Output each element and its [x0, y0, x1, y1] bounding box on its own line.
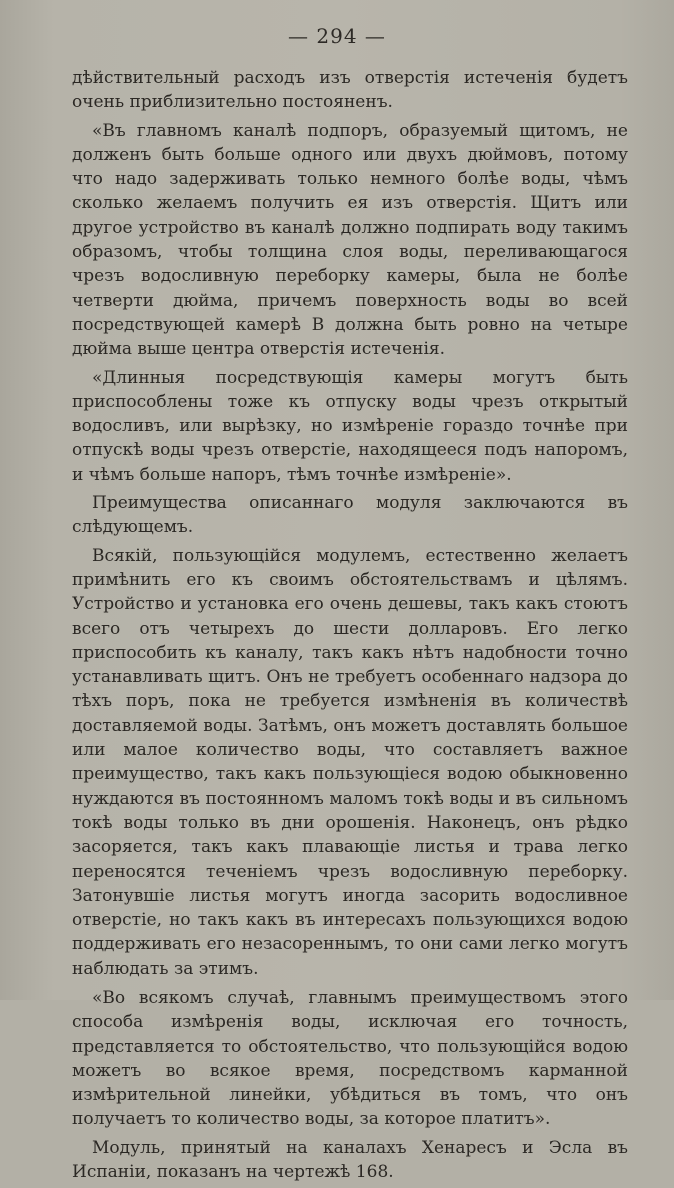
paragraph-5: Всякій, пользующійся модулемъ, естественно желаетъ примѣнить его къ своимъ обстоятельствамъ и цѣлямъ. Устройство и установка его очень дешевы, такъ какъ стоютъ всего отъ четырехъ до шести долларовъ. Его легко приспособить къ каналу, такъ какъ нѣтъ надобности точно устанавливать щитъ. Онъ не требуетъ особеннаго надзора до тѣхъ поръ, пока не требуется измѣненія въ количествѣ доставляемой воды. Затѣмъ, онъ можетъ доставлять большое или малое количество воды, что составляетъ важное преимущество, такъ какъ пользующіеся водою обыкновенно нуждаются въ постоянномъ маломъ токѣ воды и въ сильномъ токѣ воды только въ дни орошенія. Наконецъ, онъ рѣдко засоряется, такъ какъ плавающіе листья и трава легко переносятся теченіемъ чрезъ водосливную переборку. Затонувшіе листья могутъ иногда засорить водосливное отверстіе, но такъ какъ въ интересахъ пользующихся водою поддерживать его незасореннымъ, то они сами легко могутъ наблюдать за этимъ. — [72, 545, 628, 979]
paragraph-7: Модуль, принятый на каналахъ Хенаресъ и Эсла въ Испаніи, показанъ на чертежѣ 168. — [72, 1137, 628, 1183]
paragraph-2: «Въ главномъ каналѣ подпоръ, образуемый щитомъ, не долженъ быть больше одного или двухъ дюймовъ, потому что надо задерживать только немного болѣе воды, чѣмъ сколько желаемъ получить ея изъ отверстія. Щитъ или другое устройство въ каналѣ должно подпирать воду такимъ образомъ, чтобы толщина слоя воды, переливающагося чрезъ водосливную переборку камеры, была не болѣе четверти дюйма, причемъ поверхность воды во всей посредствующей камерѣ B должна быть ровно на четыре дюйма выше центра отверстія истеченія. — [72, 120, 628, 360]
paragraph-1: дѣйствительный расходъ изъ отверстія истеченія будетъ очень приблизительно постояненъ. — [72, 68, 628, 113]
paragraph-6: «Во всякомъ случаѣ, главнымъ преимуществомъ этого способа измѣренія воды, исключая его точность, представляется то обстоятельство, что пользующійся водою можетъ во всякое время, посредствомъ карманной измѣрительной линейки, убѣдиться въ томъ, что онъ получаетъ то количество воды, за которое платитъ». — [72, 987, 628, 1130]
page-body-text — [72, 66, 628, 1188]
paragraph-4: Преимущества описаннаго модуля заключаются въ слѣдующемъ. — [72, 493, 628, 538]
page-number: — 294 — — [288, 24, 386, 48]
paragraph-3: «Длинныя посредствующія камеры могутъ быть приспособлены тоже къ отпуску воды чрезъ открытый водосливъ, или вырѣзку, но измѣреніе гораздо точнѣе при отпускѣ воды чрезъ отверстіе, находящееся подъ напоромъ, и чѣмъ больше напоръ, тѣмъ точнѣе измѣреніе». — [72, 367, 628, 485]
